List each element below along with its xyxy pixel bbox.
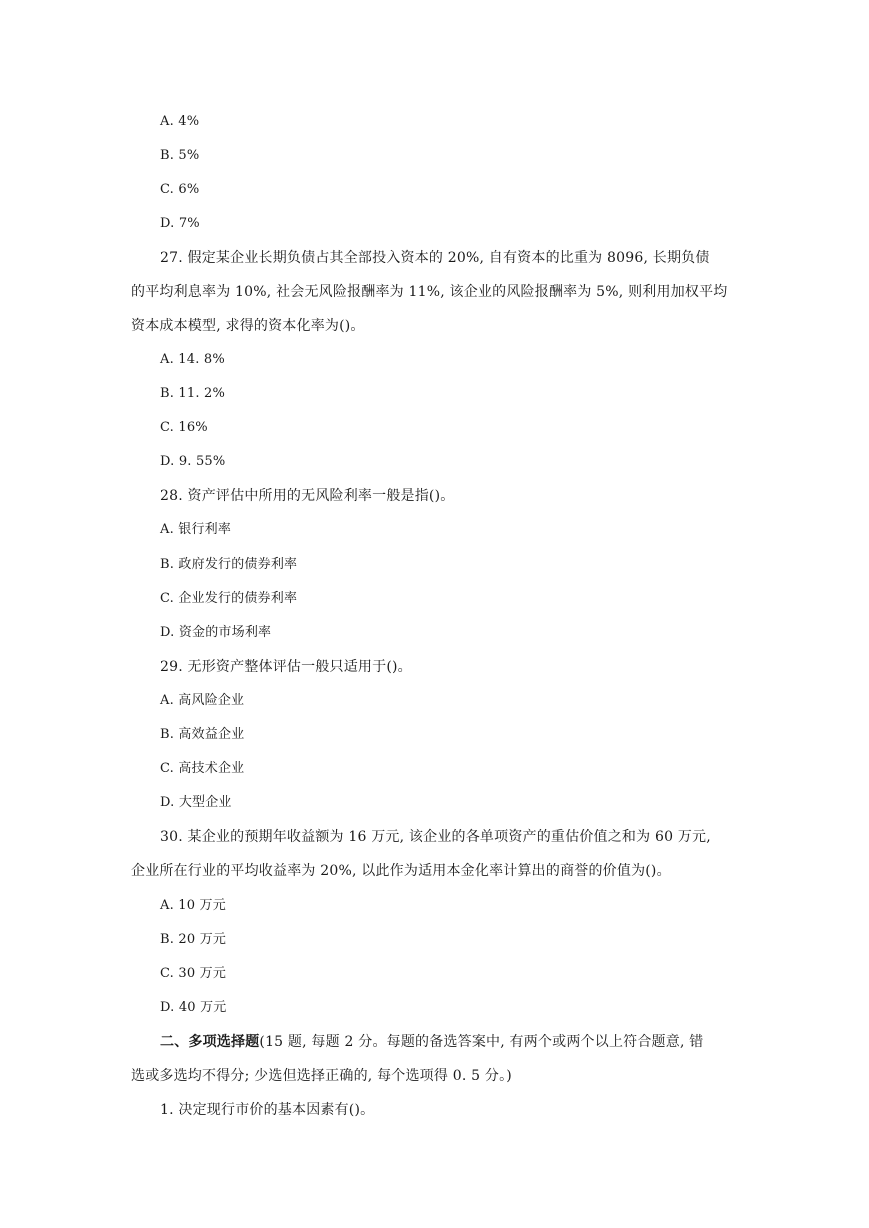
q26-option-b: B. 5%: [160, 148, 200, 163]
q29-option-d: D. 大型企业: [160, 795, 232, 810]
section-2-heading-line-2: 选或多选均不得分; 少选但选择正确的, 每个选项得 0. 5 分。): [131, 1068, 512, 1084]
q30-question-line-1: 30. 某企业的预期年收益额为 16 万元, 该企业的各单项资产的重估价值之和为 60 万元,: [160, 829, 711, 845]
section-2-title: 二、多项选择题: [160, 1034, 260, 1050]
section-2-description: (15 题, 每题 2 分。每题的备选答案中, 有两个或两个以上符合题意, 错: [259, 1034, 704, 1050]
q27-option-b: B. 11. 2%: [160, 386, 226, 401]
q28-option-d: D. 资金的市场利率: [160, 625, 272, 640]
q29-option-a: A. 高风险企业: [160, 693, 245, 708]
q30-option-a: A. 10 万元: [160, 898, 226, 913]
q27-question-line-1: 27. 假定某企业长期负债占其全部投入资本的 20%, 自有资本的比重为 8096, 长期负债: [160, 250, 710, 266]
q28-option-c: C. 企业发行的债券利率: [160, 591, 298, 606]
q30-option-c: C. 30 万元: [160, 966, 227, 981]
q29-question: 29. 无形资产整体评估一般只适用于()。: [160, 659, 412, 675]
q27-option-c: C. 16%: [160, 420, 208, 435]
q29-option-b: B. 高效益企业: [160, 727, 245, 742]
q26-option-a: A. 4%: [160, 114, 200, 129]
q27-option-a: A. 14. 8%: [160, 352, 225, 367]
q30-option-d: D. 40 万元: [160, 1000, 227, 1015]
q28-question: 28. 资产评估中所用的无风险利率一般是指()。: [160, 488, 455, 504]
m1-question: 1. 决定现行市价的基本因素有()。: [160, 1102, 375, 1118]
q28-option-b: B. 政府发行的债券利率: [160, 557, 298, 572]
q30-option-b: B. 20 万元: [160, 932, 227, 947]
q29-option-c: C. 高技术企业: [160, 761, 245, 776]
q27-question-line-3: 资本成本模型, 求得的资本化率为()。: [131, 318, 365, 334]
q27-option-d: D. 9. 55%: [160, 454, 226, 469]
q26-option-d: D. 7%: [160, 216, 200, 231]
q30-question-line-2: 企业所在行业的平均收益率为 20%, 以此作为适用本金化率计算出的商誉的价值为()。: [131, 863, 671, 879]
q27-question-line-2: 的平均利息率为 10%, 社会无风险报酬率为 11%, 该企业的风险报酬率为 5%, 则利用加权平均: [131, 284, 728, 300]
q28-option-a: A. 银行利率: [160, 522, 232, 537]
q26-option-c: C. 6%: [160, 182, 200, 197]
section-2-heading-line-1: [160, 1032, 703, 1052]
